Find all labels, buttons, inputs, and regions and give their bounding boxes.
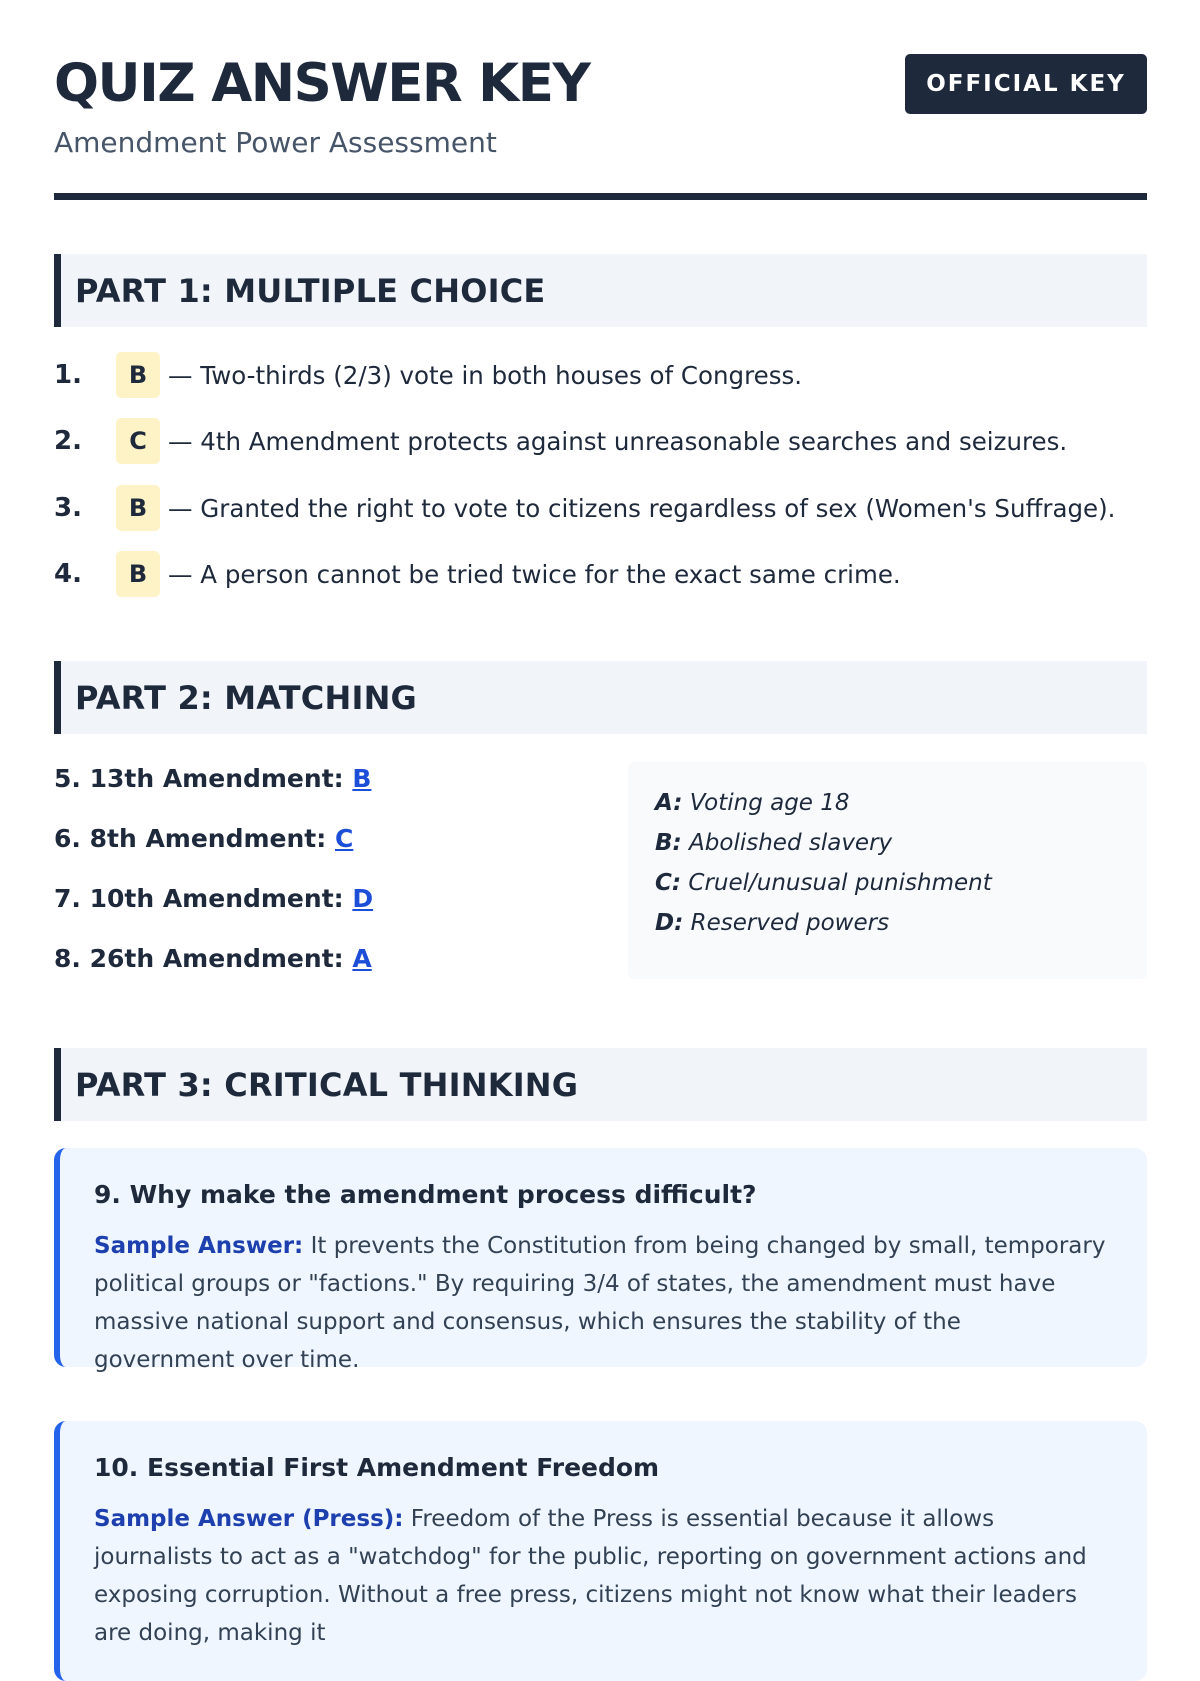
key-letter: C:	[655, 870, 682, 896]
matching-label: 8. 26th Amendment:	[54, 944, 344, 973]
matching-item	[54, 764, 371, 793]
mc-item	[54, 485, 1115, 531]
critical-thinking-card	[54, 1421, 1147, 1681]
matching-key-box	[628, 762, 1147, 979]
header-divider	[54, 193, 1147, 200]
key-letter: B:	[655, 830, 682, 856]
section-header-matching	[54, 661, 1147, 734]
question-title: 10. Essential First Amendment Freedom	[94, 1453, 660, 1482]
mc-item	[54, 551, 901, 597]
section-header-multiple-choice	[54, 254, 1147, 327]
mc-number: 1.	[54, 360, 82, 390]
key-row	[655, 830, 892, 856]
sample-answer	[94, 1227, 1107, 1379]
mc-answer-badge: C	[116, 418, 160, 464]
sample-answer-text: Freedom of the Press is essential because it allows journalists to act as a "watchdog" for the public, reporting on government actions and exposing corruption. Without a free press, citizens might not know what their leaders are doing, making it	[94, 1506, 1087, 1646]
mc-explanation: — A person cannot be tried twice for the exact same crime.	[168, 559, 901, 589]
mc-answer-badge: B	[116, 485, 160, 531]
section-header-critical-thinking	[54, 1048, 1147, 1121]
key-letter: D:	[655, 910, 684, 936]
sample-answer	[94, 1500, 1107, 1652]
key-text: Abolished slavery	[689, 830, 893, 856]
critical-thinking-card	[54, 1148, 1147, 1373]
mc-answer-badge: B	[116, 551, 160, 597]
mc-item	[54, 418, 1067, 464]
key-text: Voting age 18	[689, 790, 850, 816]
key-row	[655, 790, 850, 816]
mc-answer-badge: B	[116, 352, 160, 398]
matching-item	[54, 944, 372, 973]
page-subtitle: Amendment Power Assessment	[54, 126, 497, 159]
mc-explanation: — 4th Amendment protects against unreasonable searches and seizures.	[168, 426, 1068, 456]
sample-answer-text: It prevents the Constitution from being changed by small, temporary political groups or "factions." By requiring 3/4 of states, the amendment must have massive national support and consensus, which ensures the stability of the government over time.	[94, 1233, 1106, 1373]
matching-answer-link[interactable]: D	[352, 884, 374, 913]
matching-answer-link[interactable]: C	[334, 824, 354, 853]
mc-number: 2.	[54, 426, 82, 456]
matching-answer-link[interactable]: A	[352, 944, 372, 973]
mc-explanation: — Granted the right to vote to citizens regardless of sex (Women's Suffrage).	[168, 493, 1116, 523]
mc-explanation: — Two-thirds (2/3) vote in both houses of Congress.	[168, 360, 803, 390]
key-row	[655, 870, 992, 896]
section-title: PART 1: MULTIPLE CHOICE	[75, 271, 546, 310]
mc-number: 4.	[54, 559, 82, 589]
mc-item	[54, 352, 802, 398]
matching-answer-link[interactable]: B	[352, 764, 372, 793]
page-header	[54, 0, 1147, 200]
sample-answer-label: Sample Answer (Press):	[94, 1506, 404, 1532]
section-title: PART 3: CRITICAL THINKING	[75, 1065, 579, 1104]
question-title: 9. Why make the amendment process difficult?	[94, 1180, 757, 1209]
matching-label: 5. 13th Amendment:	[54, 764, 344, 793]
official-key-badge: OFFICIAL KEY	[905, 54, 1147, 114]
matching-item	[54, 884, 373, 913]
mc-number: 3.	[54, 493, 82, 523]
sample-answer-label: Sample Answer:	[94, 1233, 304, 1259]
key-letter: A:	[655, 790, 683, 816]
matching-label: 6. 8th Amendment:	[54, 824, 327, 853]
matching-label: 7. 10th Amendment:	[54, 884, 344, 913]
section-title: PART 2: MATCHING	[75, 678, 418, 717]
page-title: QUIZ ANSWER KEY	[54, 53, 590, 114]
matching-item	[54, 824, 353, 853]
key-text: Reserved powers	[690, 910, 890, 936]
key-text: Cruel/unusual punishment	[688, 870, 992, 896]
key-row	[655, 910, 889, 936]
